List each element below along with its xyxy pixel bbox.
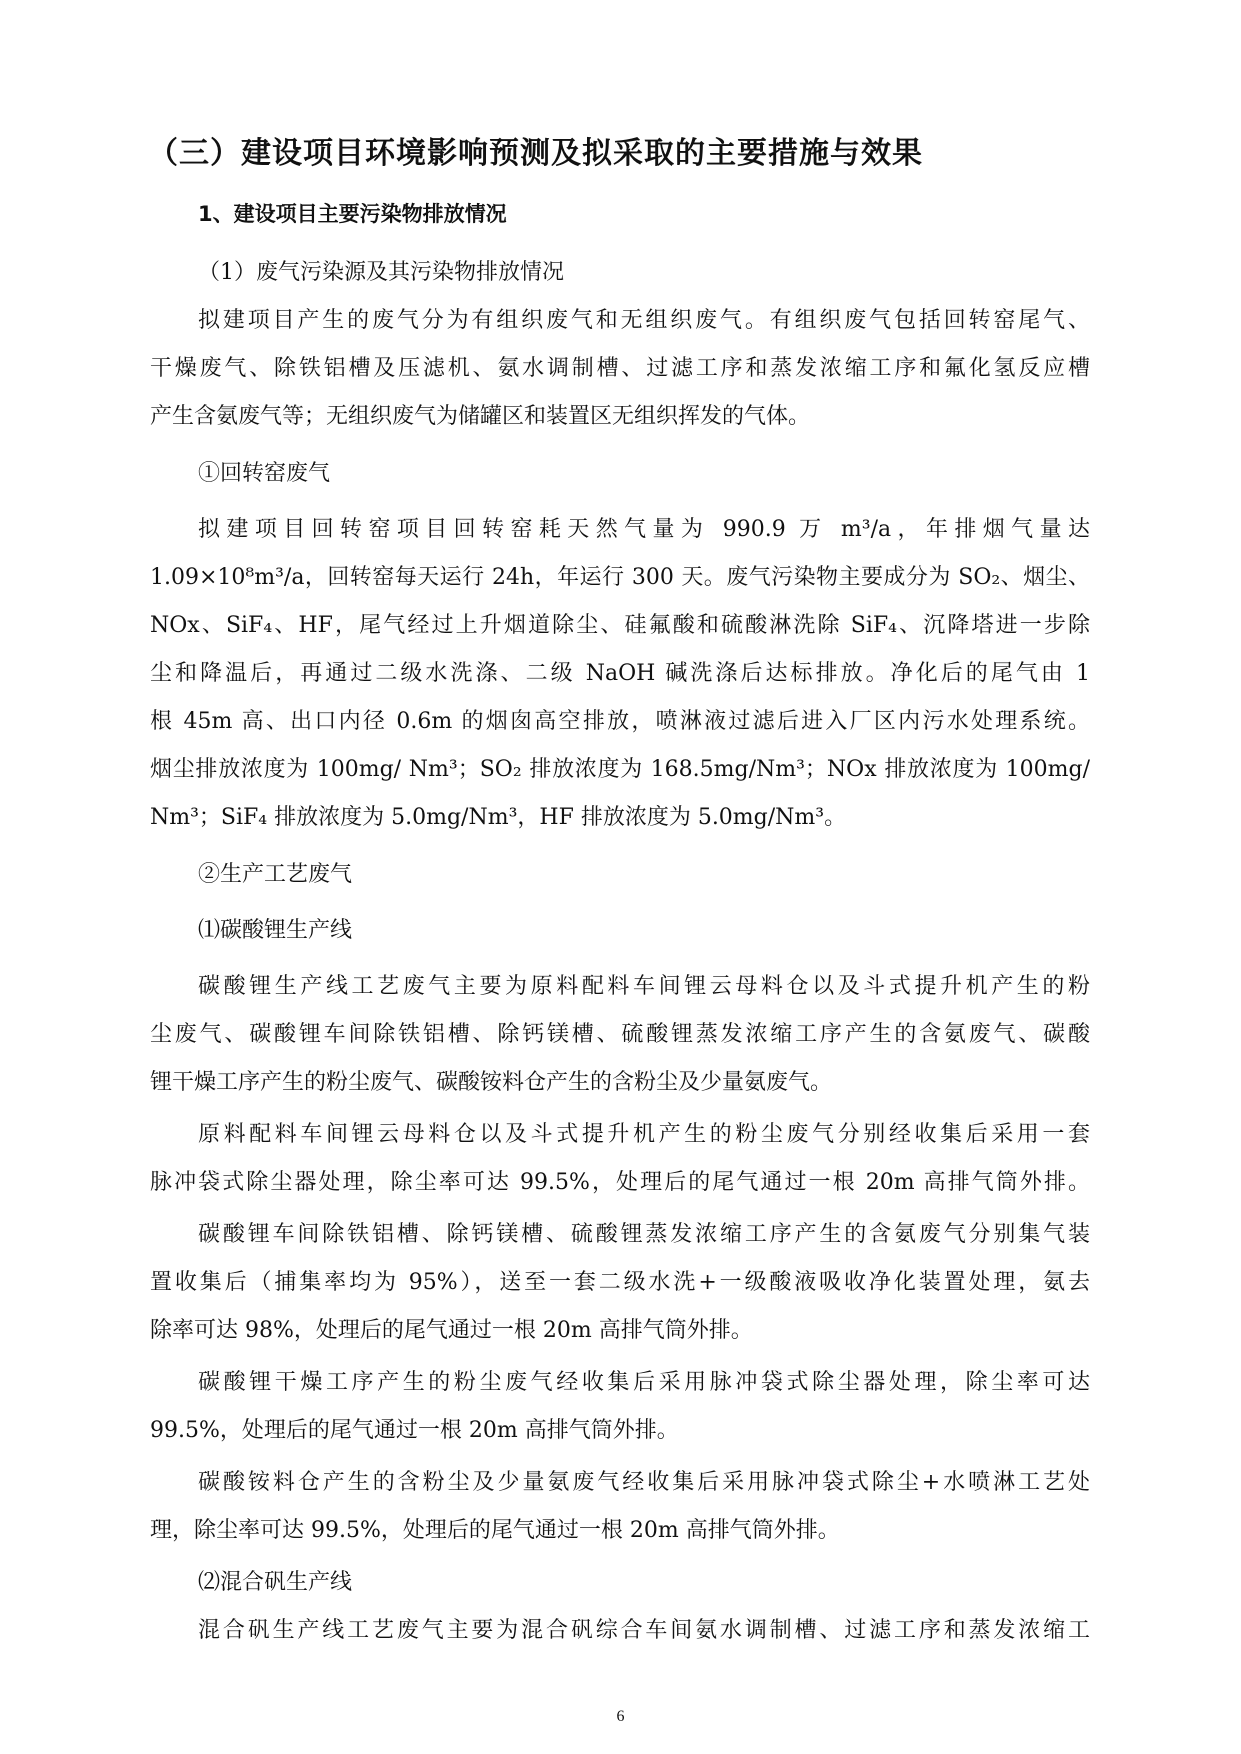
text-line: 碳酸锂生产线工艺废气主要为原料配料车间锂云母料仓以及斗式提升机产生的粉 xyxy=(198,974,1090,999)
text-line: NOx、SiF₄、HF，尾气经过上升烟道除尘、硅氟酸和硫酸淋洗除 SiF₄、沉降塔进一步除 xyxy=(150,613,1090,638)
text-line: 原料配料车间锂云母料仓以及斗式提升机产生的粉尘废气分别经收集后采用一套 xyxy=(198,1122,1090,1147)
paragraph-title: ①回转窑废气 xyxy=(198,461,331,486)
text-line: 根 45m 高、出口内径 0.6m 的烟囱高空排放，喷淋液过滤后进入厂区内污水处理系统。 xyxy=(150,709,1090,734)
text-line: 拟建项目回转窑项目回转窑耗天然气量为 990.9 万 m³/a，年排烟气量达 xyxy=(198,517,1091,542)
text-line: 理，除尘率可达 99.5%，处理后的尾气通过一根 20m 高排气筒外排。 xyxy=(150,1518,840,1543)
text-line: 干燥废气、除铁铝槽及压滤机、氨水调制槽、过滤工序和蒸发浓缩工序和氟化氢反应槽 xyxy=(150,356,1090,381)
paragraph-title: ⑵混合矾生产线 xyxy=(198,1570,353,1595)
subsection-heading: 1、建设项目主要污染物排放情况 xyxy=(198,202,507,226)
text-line: 烟尘排放浓度为 100mg/ Nm³；SO₂ 排放浓度为 168.5mg/Nm³；NOx 排放浓度为 100mg/ xyxy=(150,757,1090,782)
text-line: 混合矾生产线工艺废气主要为混合矾综合车间氨水调制槽、过滤工序和蒸发浓缩工 xyxy=(198,1618,1090,1643)
text-line: 碳酸铵料仓产生的含粉尘及少量氨废气经收集后采用脉冲袋式除尘+水喷淋工艺处 xyxy=(198,1470,1090,1495)
section-heading: （三）建设项目环境影响预测及拟采取的主要措施与效果 xyxy=(148,136,923,171)
text-line: 锂干燥工序产生的粉尘废气、碳酸铵料仓产生的含粉尘及少量氨废气。 xyxy=(150,1070,833,1095)
text-line: 除率可达 98%，处理后的尾气通过一根 20m 高排气筒外排。 xyxy=(150,1318,753,1343)
text-line: 尘和降温后，再通过二级水洗涤、二级 NaOH 碱洗涤后达标排放。净化后的尾气由 1 xyxy=(150,661,1090,686)
paragraph-title: ②生产工艺废气 xyxy=(198,862,353,887)
paragraph-title: ⑴碳酸锂生产线 xyxy=(198,918,353,943)
text-line: 产生含氨废气等；无组织废气为储罐区和装置区无组织挥发的气体。 xyxy=(150,404,811,429)
text-line: 置收集后（捕集率均为 95%），送至一套二级水洗+一级酸液吸收净化装置处理，氨去 xyxy=(150,1270,1090,1295)
text-line: 碳酸锂车间除铁铝槽、除钙镁槽、硫酸锂蒸发浓缩工序产生的含氨废气分别集气装 xyxy=(198,1222,1090,1247)
text-line: 碳酸锂干燥工序产生的粉尘废气经收集后采用脉冲袋式除尘器处理，除尘率可达 xyxy=(198,1370,1090,1395)
text-line: 尘废气、碳酸锂车间除铁铝槽、除钙镁槽、硫酸锂蒸发浓缩工序产生的含氨废气、碳酸 xyxy=(150,1022,1090,1047)
text-line: 99.5%，处理后的尾气通过一根 20m 高排气筒外排。 xyxy=(150,1418,679,1443)
text-line: Nm³；SiF₄ 排放浓度为 5.0mg/Nm³，HF 排放浓度为 5.0mg/Nm³。 xyxy=(150,805,847,830)
text-line: 1.09×10⁸m³/a，回转窑每天运行 24h，年运行 300 天。废气污染物主要成分为 SO₂、烟尘、 xyxy=(150,565,1090,590)
page-number: 6 xyxy=(616,1708,625,1725)
paragraph-title: （1）废气污染源及其污染物排放情况 xyxy=(198,260,564,285)
text-line: 拟建项目产生的废气分为有组织废气和无组织废气。有组织废气包括回转窑尾气、 xyxy=(198,308,1090,333)
text-line: 脉冲袋式除尘器处理，除尘率可达 99.5%，处理后的尾气通过一根 20m 高排气筒外排。 xyxy=(150,1170,1090,1195)
